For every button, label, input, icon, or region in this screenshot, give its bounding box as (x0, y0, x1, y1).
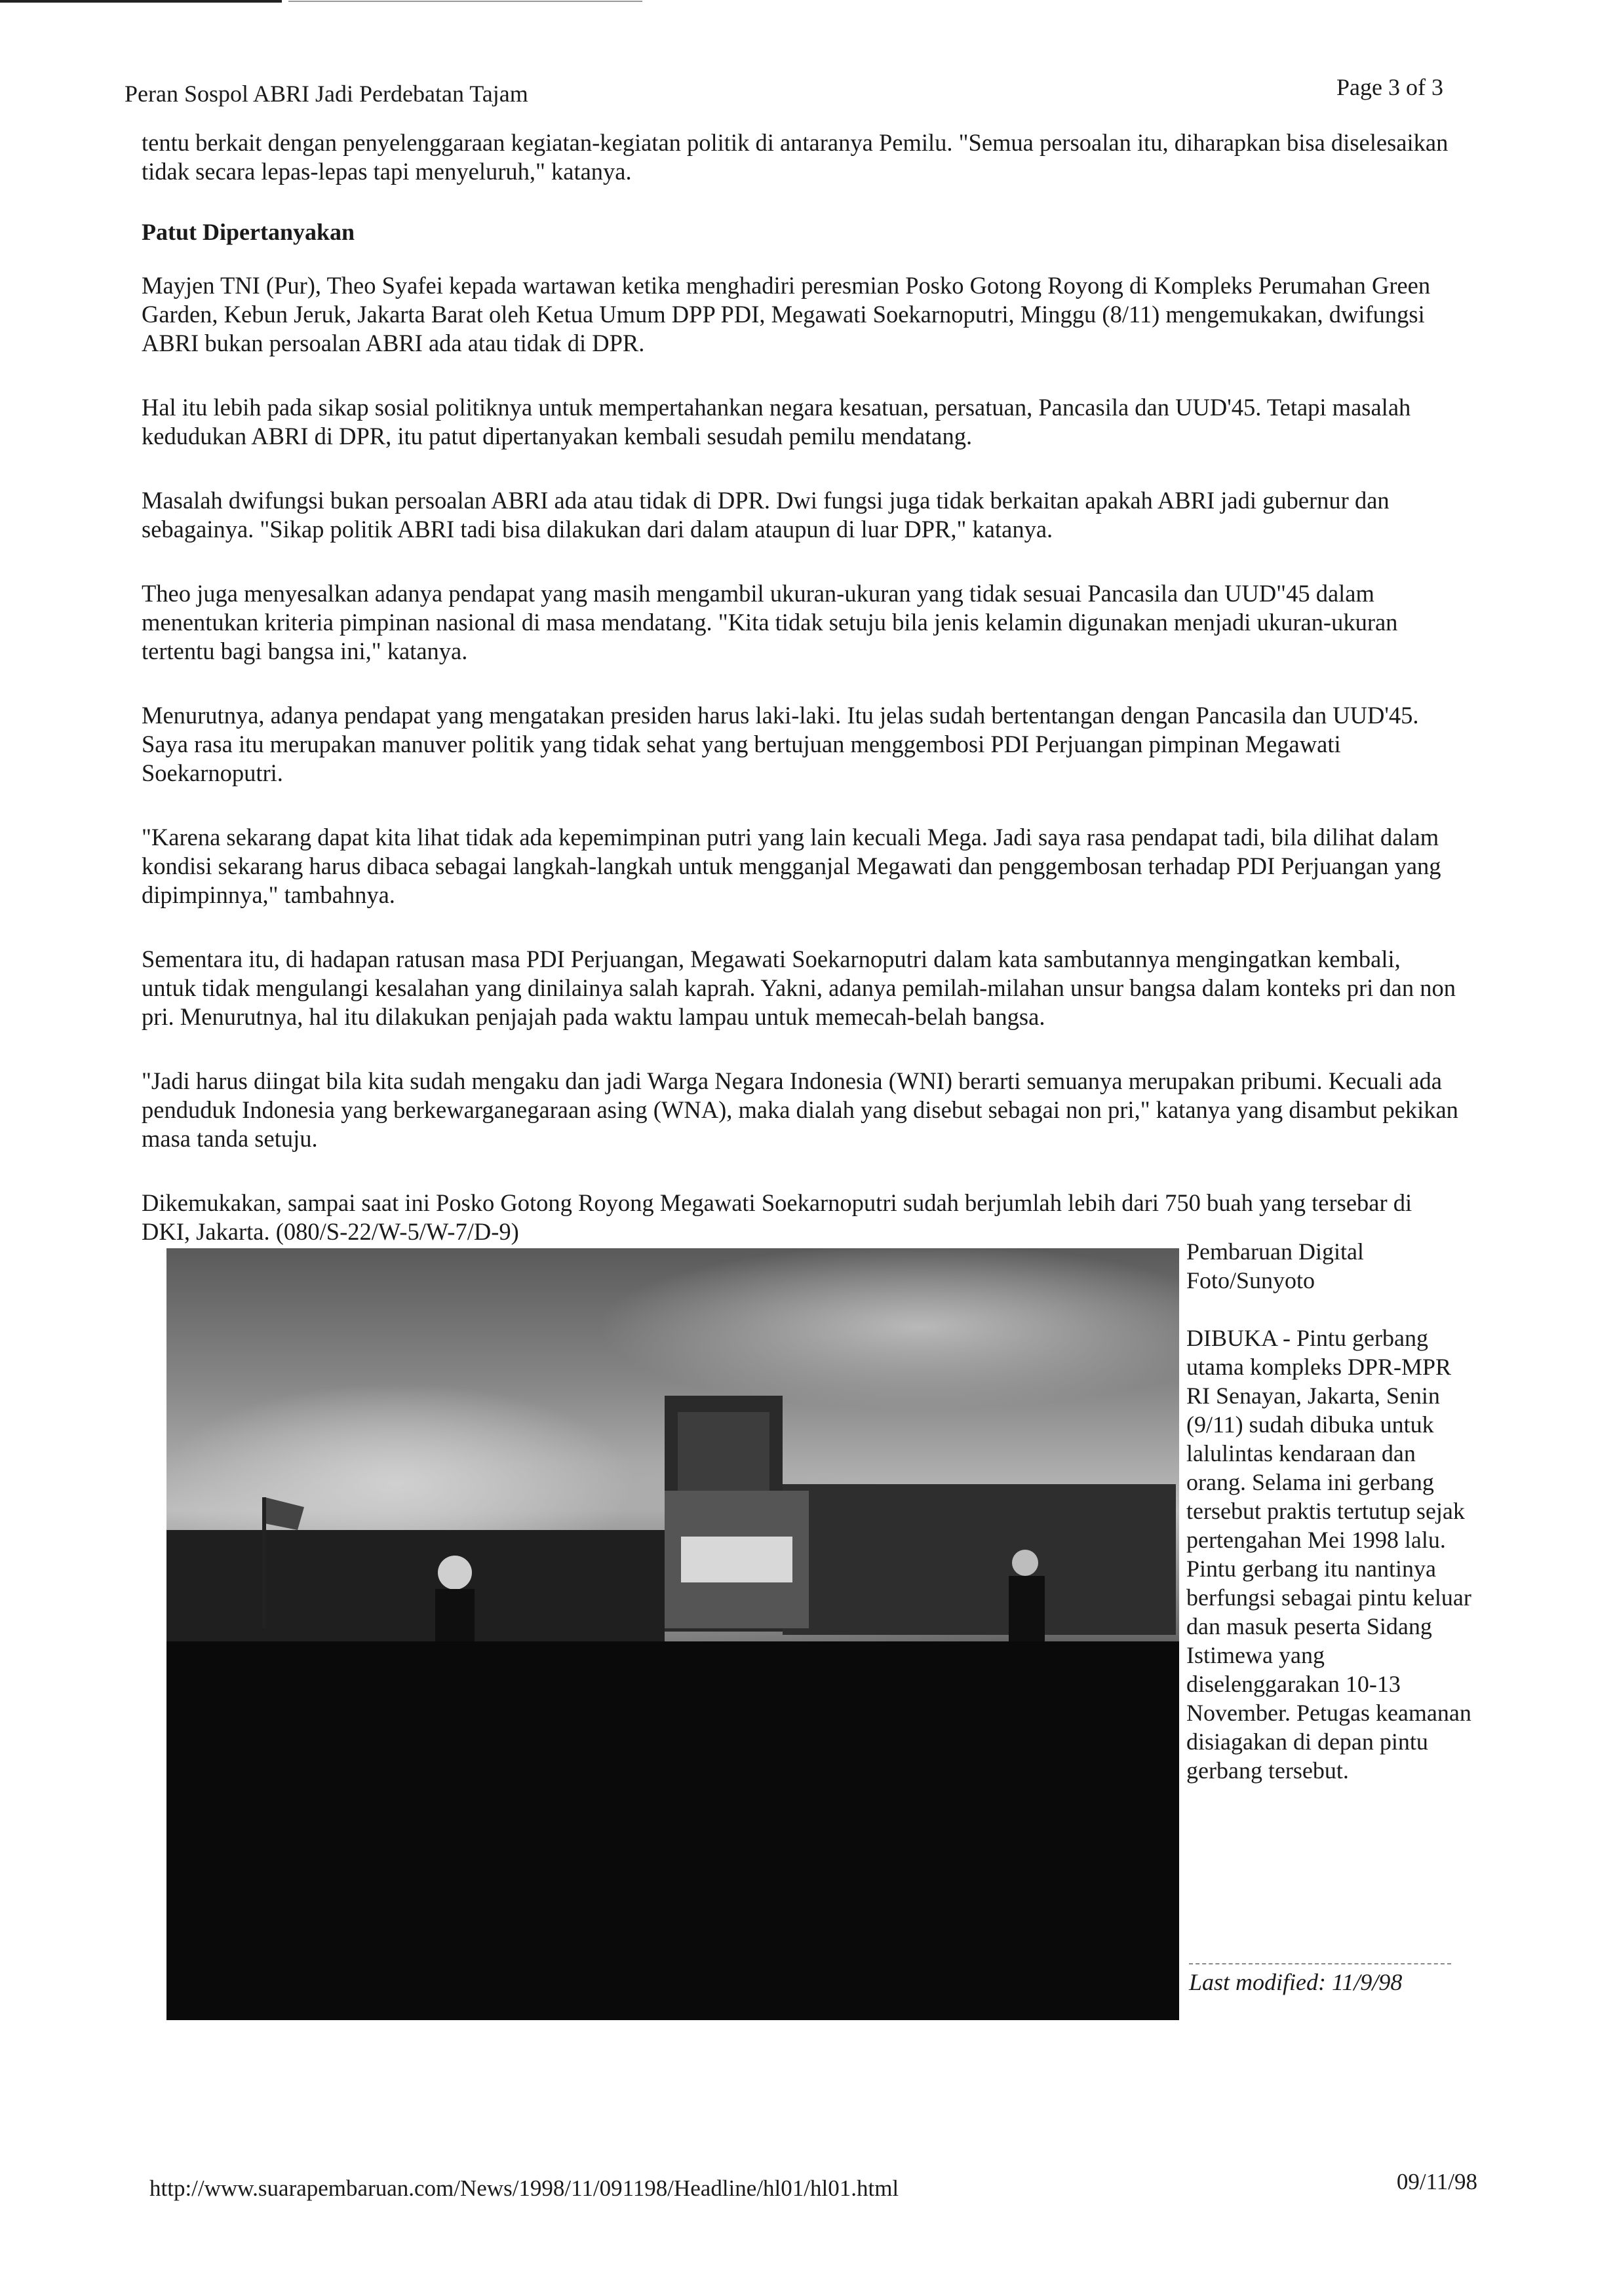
article-paragraph: "Jadi harus diingat bila kita sudah mengaku dan jadi Warga Negara Indonesia (WNI) berarti semuanya merupakan pribumi. Kecuali ada penduduk Indonesia yang berkewarganegaraan asing (WNA), maka dialah yang disebut sebagai non pri," katanya yang disambut pekikan masa tanda setuju. (142, 1067, 1458, 1152)
page-number: Page 3 of 3 (1336, 74, 1443, 100)
footer-url: http://www.suarapembaruan.com/News/1998/11/091198/Headline/hl01/hl01.html (149, 2175, 899, 2201)
article-paragraph: Dikemukakan, sampai saat ini Posko Gotong Royong Megawati Soekarnoputri sudah berjumlah lebih dari 750 buah yang tersebar di DKI, Jakarta. (080/S-22/W-5/W-7/D-9) (142, 1189, 1412, 1245)
photo-banner (681, 1537, 792, 1582)
footer-date: 09/11/98 (1396, 2169, 1477, 2194)
photo-flag (265, 1497, 304, 1530)
article-body (142, 128, 1459, 1282)
photo-caption (1186, 1237, 1475, 1785)
article-paragraph: Masalah dwifungsi bukan persoalan ABRI ada atau tidak di DPR. Dwi fungsi juga tidak berkaitan apakah ABRI jadi gubernur dan sebagainya. "Sikap politik ABRI tadi bisa dilakukan dari dalam ataupun di luar DPR," katanya. (142, 487, 1390, 543)
last-modified: Last modified: 11/9/98 (1189, 1963, 1451, 1996)
photo-credit: Pembaruan Digital Foto/Sunyoto (1186, 1238, 1364, 1293)
article-paragraph: Menurutnya, adanya pendapat yang mengatakan presiden harus laki-laki. Itu jelas sudah bertentangan dengan Pancasila dan UUD'45. Saya rasa itu merupakan manuver politik yang tidak sehat yang bertujuan menggembosi PDI Perjuangan pimpinan Megawati Soekarnoputri. (142, 702, 1419, 786)
article-paragraph: Theo juga menyesalkan adanya pendapat yang masih mengambil ukuran-ukuran yang tidak sesuai Pancasila dan UUD"45 dalam menentukan kriteria pimpinan nasional di masa mendatang. "Kita tidak setuju bila jenis kelamin digunakan menjadi ukuran-ukuran tertentu bagi bangsa ini," katanya. (142, 580, 1398, 664)
photo-scene (166, 1248, 1179, 2020)
news-photo (166, 1248, 1179, 2020)
photo-building (783, 1484, 1176, 1635)
page-header-title: Peran Sospol ABRI Jadi Perdebatan Tajam (125, 81, 528, 107)
photo-foreground (166, 1641, 1179, 2020)
scan-edge (0, 0, 1615, 4)
photo-figure-helmet (1012, 1550, 1038, 1576)
article-paragraph: Mayjen TNI (Pur), Theo Syafei kepada wartawan ketika menghadiri peresmian Posko Gotong Royong di Kompleks Perumahan Green Garden, Kebun Jeruk, Jakarta Barat oleh Ketua Umum DPP PDI, Megawati Soekarnoputri, Minggu (8/11) mengemukakan, dwifungsi ABRI bukan persoalan ABRI ada atau tidak di DPR. (142, 272, 1431, 356)
photo-flagpole (262, 1497, 266, 1628)
article-subheading: Patut Dipertanyakan (142, 219, 355, 245)
photo-treeline (166, 1530, 665, 1641)
article-paragraph: Hal itu lebih pada sikap sosial politiknya untuk mempertahankan negara kesatuan, persatuan, Pancasila dan UUD'45. Tetapi masalah kedudukan ABRI di DPR, itu patut dipertanyakan kembali sesudah pemilu mendatang. (142, 394, 1411, 450)
photo-caption-text: DIBUKA - Pintu gerbang utama kompleks DPR-MPR RI Senayan, Jakarta, Senin (9/11) sudah dibuka untuk lalulintas kendaraan dan orang. Selama ini gerbang tersebut praktis tertutup sejak pertengahan Mei 1998 lalu. Pintu gerbang itu nantinya berfungsi sebagai pintu keluar dan masuk peserta Sidang Istimewa yang diselenggarakan 10-13 November. Petugas keamanan disiagakan di depan pintu gerbang tersebut. (1186, 1325, 1471, 1784)
photo-figure-helmet (438, 1556, 472, 1590)
article-paragraph: Sementara itu, di hadapan ratusan masa PDI Perjuangan, Megawati Soekarnoputri dalam kata sambutannya mengingatkan kembali, untuk tidak mengulangi kesalahan yang dinilainya salah kaprah. Yakni, adanya pemilah-milahan unsur bangsa dalam konteks pri dan non pri. Menurutnya, hal itu dilakukan penjajah pada waktu lampau untuk memecah-belah bangsa. (142, 946, 1456, 1030)
article-paragraph: "Karena sekarang dapat kita lihat tidak ada kepemimpinan putri yang lain kecuali Mega. Jadi saya rasa pendapat tadi, bila dilihat dalam kondisi sekarang harus dibaca sebagai langkah-langkah untuk mengganjal Megawati dan penggembosan terhadap PDI Perjuangan yang dipimpinnya," tambahnya. (142, 824, 1441, 908)
article-intro: tentu berkait dengan penyelenggaraan kegiatan-kegiatan politik di antaranya Pemilu. "Semua persoalan itu, diharapkan bisa diselesaikan tidak secara lepas-lepas tapi menyeluruh," katanya. (142, 129, 1449, 185)
